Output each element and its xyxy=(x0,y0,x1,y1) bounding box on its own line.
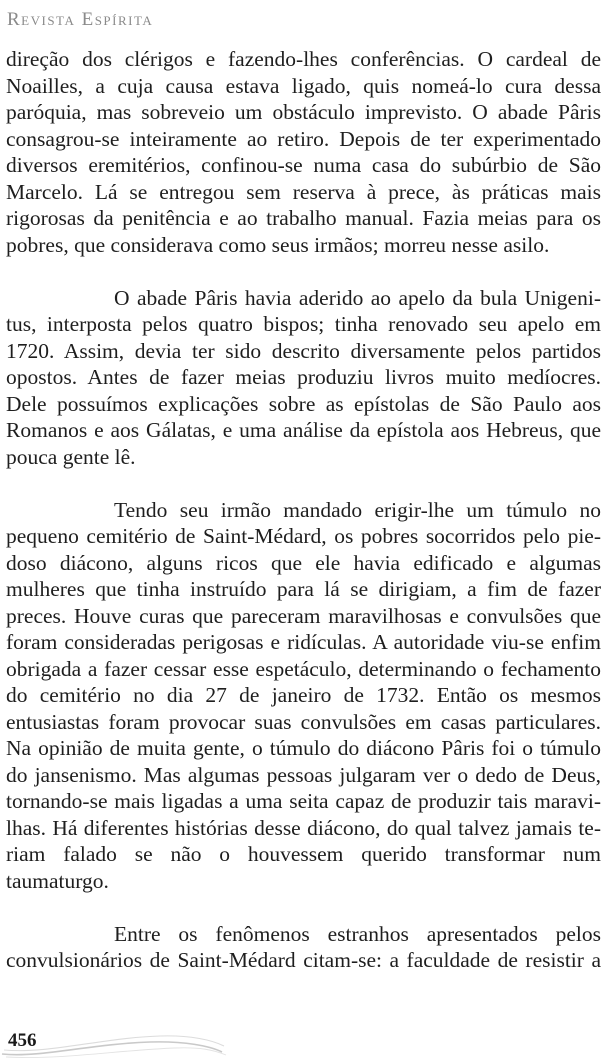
text-line: Entre os fenômenos estranhos apresentados pelos xyxy=(114,921,601,946)
text-line: diversos eremitérios, confinou-se numa casa do subúrbio de São xyxy=(6,153,601,177)
paragraph xyxy=(6,285,601,471)
text-line: rigorosas da penitência e ao trabalho manual. Fazia meias para os xyxy=(6,206,601,230)
paragraph xyxy=(6,921,601,974)
text-line: consagrou-se inteiramente ao retiro. Depois de ter experimentado xyxy=(6,126,601,151)
paragraph xyxy=(6,497,601,895)
text-line: pobres, que considerava como seus irmãos; morreu nesse asilo. xyxy=(6,232,550,257)
text-line: riam falado se não o houvessem querido transformar num xyxy=(6,842,601,866)
article-body xyxy=(6,46,601,1000)
text-line: convulsionários de Saint-Médard citam-se: a faculdade de resistir a xyxy=(6,948,601,972)
text-line: Tendo seu irmão mandado erigir-lhe um túmulo no xyxy=(114,497,601,522)
text-line: lhas. Há diferentes histórias desse diácono, do qual talvez jamais te- xyxy=(6,815,601,840)
text-line: Marcelo. Lá se entregou sem reserva à prece, às práticas mais xyxy=(6,179,601,204)
running-header: Revista Espírita xyxy=(7,9,154,30)
text-line: tornando-se mais ligadas a uma seita capaz de produzir tais maravi- xyxy=(6,789,601,813)
text-line: doso diácono, alguns ricos que ele havia edificado e algumas xyxy=(6,550,601,575)
text-line: Romanos e aos Gálatas, e uma análise da epístola aos Hebreus, que xyxy=(6,418,601,442)
paragraph xyxy=(6,46,601,258)
text-line: mulheres que tinha instruído para lá se dirigiam, a fim de fazer xyxy=(6,577,601,601)
text-line: 1720. Assim, devia ter sido descrito diversamente pelos partidos xyxy=(6,338,601,363)
page-number: 456 xyxy=(8,1030,37,1051)
text-line: direção dos clérigos e fazendo-lhes conferências. O cardeal de xyxy=(6,47,601,71)
text-line: pequeno cemitério de Saint-Médard, os pobres socorridos pelo pie- xyxy=(6,524,601,548)
text-line: Na opinião de muita gente, o túmulo do diácono Pâris foi o túmulo xyxy=(6,736,601,760)
text-line: foram consideradas perigosas e ridículas. A autoridade viu-se enfim xyxy=(6,630,601,654)
text-line: entusiastas foram provocar suas convulsões em casas particulares. xyxy=(6,709,601,734)
text-line: pouca gente lê. xyxy=(6,444,136,469)
text-line: tus, interposta pelos quatro bispos; tinha renovado seu apelo em xyxy=(6,312,601,336)
text-line: Dele possuímos explicações sobre as epístolas de São Paulo aos xyxy=(6,391,601,416)
text-line: Noailles, a cuja causa estava ligado, quis nomeá-lo cura dessa xyxy=(6,73,601,98)
text-line: preces. Houve curas que pareceram maravilhosas e convulsões que xyxy=(6,603,601,628)
text-line: taumaturgo. xyxy=(6,868,109,893)
text-line: O abade Pâris havia aderido ao apelo da bula Unigeni- xyxy=(114,285,601,310)
text-line: do jansenismo. Mas algumas pessoas julgaram ver o dedo de Deus, xyxy=(6,762,601,787)
text-line: opostos. Antes de fazer meias produziu livros muito medíocres. xyxy=(6,365,601,389)
text-line: obrigada a fazer cessar esse espetáculo, determinando o fechamento xyxy=(6,656,601,681)
text-line: do cemitério no dia 27 de janeiro de 1732. Então os mesmos xyxy=(6,683,601,707)
text-line: paróquia, mas sobreveio um obstáculo imprevisto. O abade Pâris xyxy=(6,100,601,124)
